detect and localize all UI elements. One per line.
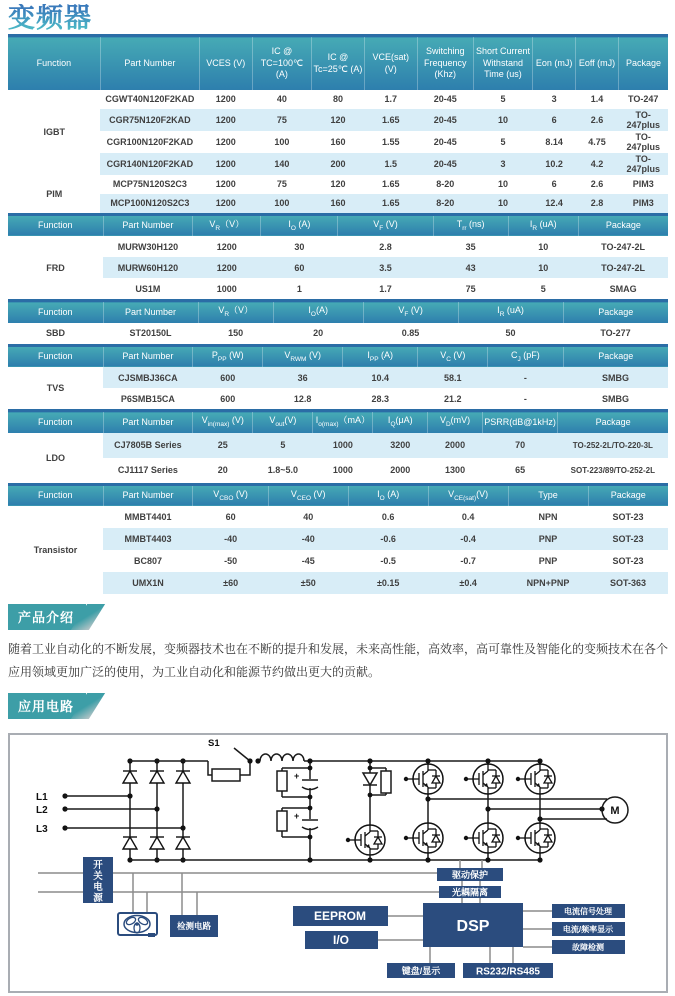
function-cell: IGBT: [8, 90, 100, 175]
table-row: [8, 506, 668, 528]
column-header: $V_C$ (V): [418, 345, 488, 367]
column-header: Package: [563, 301, 668, 323]
svg-text:源: 源: [93, 892, 103, 904]
table-row: [8, 278, 668, 299]
data-cell: TO-247plus: [618, 109, 668, 131]
data-cell: 1000: [313, 433, 373, 458]
data-cell: 3200: [373, 433, 428, 458]
data-cell: 8-20: [417, 175, 473, 194]
data-cell: 40: [268, 506, 348, 528]
data-cell: CGR100N120F2KAD: [100, 131, 199, 153]
column-header: VCE(sat) (V): [364, 36, 417, 90]
dsp-box: [423, 903, 523, 947]
data-cell: 28.3: [343, 388, 418, 409]
igbt-pim-table: [8, 34, 668, 213]
column-header: IC @ Tc=25℃ (A): [312, 36, 365, 90]
data-cell: ±50: [268, 572, 348, 594]
column-header: Function: [8, 484, 103, 506]
data-cell: -0.5: [348, 550, 428, 572]
data-cell: SMAG: [578, 278, 668, 299]
data-cell: 1.65: [364, 175, 417, 194]
data-cell: 1200: [199, 131, 252, 153]
data-cell: 1.55: [364, 131, 417, 153]
rs232-rs485-box: [463, 963, 553, 978]
data-cell: TO-247-2L: [578, 236, 668, 257]
l2-label: L2: [36, 804, 48, 816]
section-title-application-circuit: 应用电路: [8, 693, 86, 719]
data-cell: ±0.15: [348, 572, 428, 594]
column-header: $V_D(mV)$: [428, 411, 483, 433]
drive-protection-box: [437, 868, 503, 881]
data-cell: 36: [263, 367, 343, 388]
data-cell: -: [488, 367, 563, 388]
data-cell: 20-45: [417, 109, 473, 131]
data-cell: 160: [312, 194, 365, 213]
column-header: $V_{CBO}$ (V): [193, 484, 268, 506]
data-cell: 2.8: [338, 236, 433, 257]
column-header: $I_O$ (A): [261, 214, 338, 236]
data-cell: 21.2: [418, 388, 488, 409]
data-cell: SMBG: [563, 388, 668, 409]
svg-text:电流信号处理: 电流信号处理: [564, 906, 612, 916]
data-cell: 120: [312, 109, 365, 131]
column-header: $I_{PP}$ (A): [343, 345, 418, 367]
column-header: Part Number: [103, 484, 193, 506]
data-cell: ±0.4: [428, 572, 508, 594]
frd-table: [8, 213, 668, 300]
data-cell: 4.75: [576, 131, 619, 153]
data-cell: -0.7: [428, 550, 508, 572]
data-cell: 1200: [199, 109, 252, 131]
data-cell: 60: [261, 257, 338, 278]
data-cell: 50: [458, 323, 563, 344]
table-row: [8, 131, 668, 153]
data-cell: SOT-223/89/TO-252-2L: [558, 458, 668, 483]
table-row: [8, 572, 668, 594]
data-cell: 20: [193, 458, 253, 483]
svg-text:I/O: I/O: [332, 932, 350, 947]
svg-text:电流/频率显示: 电流/频率显示: [562, 924, 614, 934]
column-header: $I_{o(max)}(mA)$: [313, 411, 373, 433]
table-row: [8, 323, 668, 344]
data-cell: 1.4: [576, 90, 619, 109]
svg-text:驱动保护: 驱动保护: [451, 869, 489, 880]
data-cell: 1.7: [338, 278, 433, 299]
column-header: $V_R(V)$: [193, 214, 261, 236]
data-cell: 600: [193, 367, 263, 388]
table-row: [8, 109, 668, 131]
data-cell: 8.14: [533, 131, 576, 153]
data-cell: MMBT4401: [103, 506, 193, 528]
data-cell: 2000: [373, 458, 428, 483]
function-cell: PIM: [8, 175, 100, 213]
data-cell: 20-45: [417, 131, 473, 153]
data-cell: 5: [473, 131, 532, 153]
data-cell: 1200: [199, 153, 252, 175]
data-cell: 10.2: [533, 153, 576, 175]
data-cell: 10: [473, 109, 532, 131]
data-cell: 35: [433, 236, 508, 257]
data-cell: 43: [433, 257, 508, 278]
data-cell: PIM3: [618, 194, 668, 213]
data-cell: CJSMBJ36CA: [103, 367, 193, 388]
column-header: Part Number: [103, 214, 193, 236]
transistor-table: [8, 483, 668, 595]
table-row: [8, 236, 668, 257]
data-cell: 600: [193, 388, 263, 409]
data-cell: 2.6: [576, 175, 619, 194]
column-header: Switching Frequency (Khz): [417, 36, 473, 90]
data-cell: 80: [312, 90, 365, 109]
data-cell: 200: [312, 153, 365, 175]
dc-choke: [260, 754, 304, 761]
data-cell: TO-277: [563, 323, 668, 344]
data-cell: 100: [252, 194, 311, 213]
motor: [602, 797, 628, 823]
detection-circuit-box: [170, 915, 218, 937]
application-circuit-diagram: [8, 733, 668, 993]
rectifier-bridge: [36, 758, 190, 862]
column-header: $I_O$ (A): [348, 484, 428, 506]
data-cell: 1000: [193, 278, 261, 299]
data-cell: TO-247-2L: [578, 257, 668, 278]
svg-text:开: 开: [93, 859, 103, 871]
switching-power-supply-box: [83, 857, 113, 904]
data-cell: 1200: [199, 90, 252, 109]
keypad-display-box: [387, 963, 455, 978]
data-cell: 0.4: [428, 506, 508, 528]
data-cell: 1.7: [364, 90, 417, 109]
column-header: Package: [618, 36, 668, 90]
column-header: Function: [8, 301, 103, 323]
column-header: Package: [558, 411, 668, 433]
data-cell: 1200: [199, 175, 252, 194]
data-cell: -40: [193, 528, 268, 550]
column-header: VCES (V): [199, 36, 252, 90]
data-cell: PIM3: [618, 175, 668, 194]
data-cell: 10: [508, 236, 578, 257]
svg-text:电: 电: [93, 881, 103, 893]
data-cell: ST20150L: [103, 323, 198, 344]
data-cell: 4.2: [576, 153, 619, 175]
column-header: $V_{out}(V)$: [253, 411, 313, 433]
svg-text:检测电路: 检测电路: [176, 920, 212, 931]
data-cell: 25: [193, 433, 253, 458]
data-cell: 5: [253, 433, 313, 458]
column-header: IC @ TC=100℃ (A): [252, 36, 311, 90]
data-cell: 150: [198, 323, 273, 344]
cooling-fan-icon: [118, 913, 157, 937]
column-header: $V_F$ (V): [338, 214, 433, 236]
data-cell: NPN: [508, 506, 588, 528]
data-cell: MCP100N120S2C3: [100, 194, 199, 213]
column-header: Package: [563, 345, 668, 367]
data-cell: SOT-23: [588, 528, 668, 550]
data-cell: 20-45: [417, 90, 473, 109]
data-cell: 60: [193, 506, 268, 528]
section-title-product-intro: 产品介绍: [8, 604, 86, 630]
data-cell: 10: [473, 194, 532, 213]
column-header: $I_R$ (uA): [458, 301, 563, 323]
data-cell: 75: [433, 278, 508, 299]
sbd-table: [8, 299, 668, 344]
data-cell: 3: [533, 90, 576, 109]
data-cell: 140: [252, 153, 311, 175]
svg-text:+: +: [294, 810, 300, 821]
brake-chopper: [346, 758, 391, 862]
data-cell: 65: [482, 458, 557, 483]
data-cell: 1200: [193, 236, 261, 257]
fault-detect-box: [552, 940, 625, 954]
column-header: Eoff (mJ): [576, 36, 619, 90]
data-cell: 20: [273, 323, 363, 344]
data-cell: 0.85: [363, 323, 458, 344]
data-cell: 0.6: [348, 506, 428, 528]
table-row: [8, 194, 668, 213]
data-cell: PNP: [508, 528, 588, 550]
data-cell: 1.65: [364, 194, 417, 213]
column-header: Function: [8, 214, 103, 236]
l1-label: L1: [36, 791, 48, 803]
product-intro-text: 随着工业自动化的不断发展，变频器技术也在不断的提升和发展，未来高性能，高效率，高可靠性及智能化的变频技术在各个应用领域更加广泛的使用，为工业自动化和能源节约做出更大的贡献。: [8, 642, 669, 679]
data-cell: 12.4: [533, 194, 576, 213]
data-cell: 40: [252, 90, 311, 109]
data-cell: 1.5: [364, 153, 417, 175]
svg-text:RS232/RS485: RS232/RS485: [476, 966, 540, 978]
svg-text:EEPROM: EEPROM: [313, 908, 367, 923]
data-cell: 1000: [313, 458, 373, 483]
data-cell: 2.6: [576, 109, 619, 131]
data-cell: MMBT4403: [103, 528, 193, 550]
data-cell: UMX1N: [103, 572, 193, 594]
data-cell: NPN+PNP: [508, 572, 588, 594]
table-row: [8, 367, 668, 388]
column-header: $V_{in(max)}$ (V): [193, 411, 253, 433]
inverter-bridge: [404, 758, 607, 862]
page-title: 变频器: [8, 3, 92, 33]
data-cell: 1: [261, 278, 338, 299]
data-cell: SOT-23: [588, 550, 668, 572]
column-header: $V_{RWM}$ (V): [263, 345, 343, 367]
data-cell: 70: [482, 433, 557, 458]
data-cell: BC807: [103, 550, 193, 572]
data-cell: TO-247: [618, 90, 668, 109]
data-cell: 1.65: [364, 109, 417, 131]
l3-label: L3: [36, 823, 48, 835]
column-header: Part Number: [100, 36, 199, 90]
data-cell: -50: [193, 550, 268, 572]
function-cell: Transistor: [8, 506, 103, 594]
column-header: $V_{CEO}$ (V): [268, 484, 348, 506]
data-cell: 1200: [199, 194, 252, 213]
data-cell: CGR75N120F2KAD: [100, 109, 199, 131]
softstart-switch: [208, 738, 261, 781]
data-cell: TO-247plus: [618, 131, 668, 153]
data-cell: SOT-23: [588, 506, 668, 528]
data-cell: 75: [252, 109, 311, 131]
data-cell: CGWT40N120F2KAD: [100, 90, 199, 109]
table-row: [8, 175, 668, 194]
data-cell: ±60: [193, 572, 268, 594]
motor-label: M: [610, 804, 620, 817]
data-cell: -40: [268, 528, 348, 550]
data-cell: 10: [473, 175, 532, 194]
data-cell: 6: [533, 175, 576, 194]
dc-link-capacitors: [277, 758, 318, 862]
column-header: Function: [8, 345, 103, 367]
opto-isolation-box: [439, 886, 501, 898]
column-header: Type: [508, 484, 588, 506]
data-cell: 120: [312, 175, 365, 194]
table-row: [8, 257, 668, 278]
tvs-table: [8, 344, 668, 410]
ldo-table: [8, 409, 668, 483]
table-row: [8, 550, 668, 572]
data-cell: 3: [473, 153, 532, 175]
data-cell: MURW30H120: [103, 236, 193, 257]
data-cell: 1200: [193, 257, 261, 278]
data-cell: 100: [252, 131, 311, 153]
data-cell: -0.6: [348, 528, 428, 550]
data-cell: 75: [252, 175, 311, 194]
data-cell: PNP: [508, 550, 588, 572]
svg-text:DSP: DSP: [456, 917, 490, 935]
column-header: $C_J$ (pF): [488, 345, 563, 367]
data-cell: 20-45: [417, 153, 473, 175]
data-cell: 58.1: [418, 367, 488, 388]
table-row: [8, 433, 668, 458]
data-cell: SMBG: [563, 367, 668, 388]
data-cell: MURW60H120: [103, 257, 193, 278]
data-cell: 30: [261, 236, 338, 257]
column-header: Function: [8, 36, 100, 90]
eeprom-box: [293, 906, 388, 926]
table-row: [8, 458, 668, 483]
data-cell: 10.4: [343, 367, 418, 388]
table-row: [8, 528, 668, 550]
data-cell: TO-247plus: [618, 153, 668, 175]
io-box: [305, 931, 378, 949]
data-cell: CJ1117 Series: [103, 458, 193, 483]
data-cell: SOT-363: [588, 572, 668, 594]
column-header: Short Current Withstand Time (us): [473, 36, 532, 90]
data-cell: -45: [268, 550, 348, 572]
svg-text:+: +: [294, 770, 300, 781]
data-cell: 1.8~5.0: [253, 458, 313, 483]
column-header: PSRR(dB@1kHz): [482, 411, 557, 433]
s1-label: S1: [208, 737, 220, 749]
data-cell: TO-252-2L/TO-220-3L: [558, 433, 668, 458]
table-row: [8, 90, 668, 109]
column-header: $V_R(V)$: [198, 301, 273, 323]
svg-text:关: 关: [93, 870, 103, 882]
data-cell: -: [488, 388, 563, 409]
current-signal-box: [552, 904, 625, 918]
column-header: Package: [578, 214, 668, 236]
function-cell: SBD: [8, 323, 103, 344]
svg-text:故障检测: 故障检测: [572, 942, 604, 952]
data-cell: 2.8: [576, 194, 619, 213]
column-header: Eon (mJ): [533, 36, 576, 90]
data-cell: 160: [312, 131, 365, 153]
data-cell: 8-20: [417, 194, 473, 213]
column-header: $P_{PP}$ (W): [193, 345, 263, 367]
data-cell: MCP75N120S2C3: [100, 175, 199, 194]
column-header: $T_{rr}$ (ns): [433, 214, 508, 236]
function-cell: LDO: [8, 433, 103, 483]
column-header: Part Number: [103, 301, 198, 323]
table-row: [8, 153, 668, 175]
column-header: $I_O(A)$: [273, 301, 363, 323]
data-cell: 2000: [428, 433, 483, 458]
circuit-svg: [10, 735, 666, 991]
data-cell: 10: [508, 257, 578, 278]
column-header: Function: [8, 411, 103, 433]
data-cell: 5: [508, 278, 578, 299]
data-cell: 6: [533, 109, 576, 131]
table-row: [8, 388, 668, 409]
data-cell: 1300: [428, 458, 483, 483]
function-cell: TVS: [8, 367, 103, 409]
data-cell: -0.4: [428, 528, 508, 550]
data-cell: 3.5: [338, 257, 433, 278]
data-cell: CJ7805B Series: [103, 433, 193, 458]
data-cell: P6SMB15CA: [103, 388, 193, 409]
column-header: $V_F$ (V): [363, 301, 458, 323]
data-cell: 12.8: [263, 388, 343, 409]
function-cell: FRD: [8, 236, 103, 299]
column-header: Part Number: [103, 345, 193, 367]
column-header: Part Number: [103, 411, 193, 433]
svg-text:键盘/显示: 键盘/显示: [401, 965, 441, 976]
data-cell: CGR140N120F2KAD: [100, 153, 199, 175]
data-cell: US1M: [103, 278, 193, 299]
svg-text:光耦隔离: 光耦隔离: [451, 887, 489, 898]
freq-display-box: [552, 922, 625, 936]
data-cell: 5: [473, 90, 532, 109]
column-header: $I_R$ (uA): [508, 214, 578, 236]
column-header: Package: [588, 484, 668, 506]
column-header: $I_Q(\mu A)$: [373, 411, 428, 433]
column-header: $V_{CE(sat)}(V)$: [428, 484, 508, 506]
